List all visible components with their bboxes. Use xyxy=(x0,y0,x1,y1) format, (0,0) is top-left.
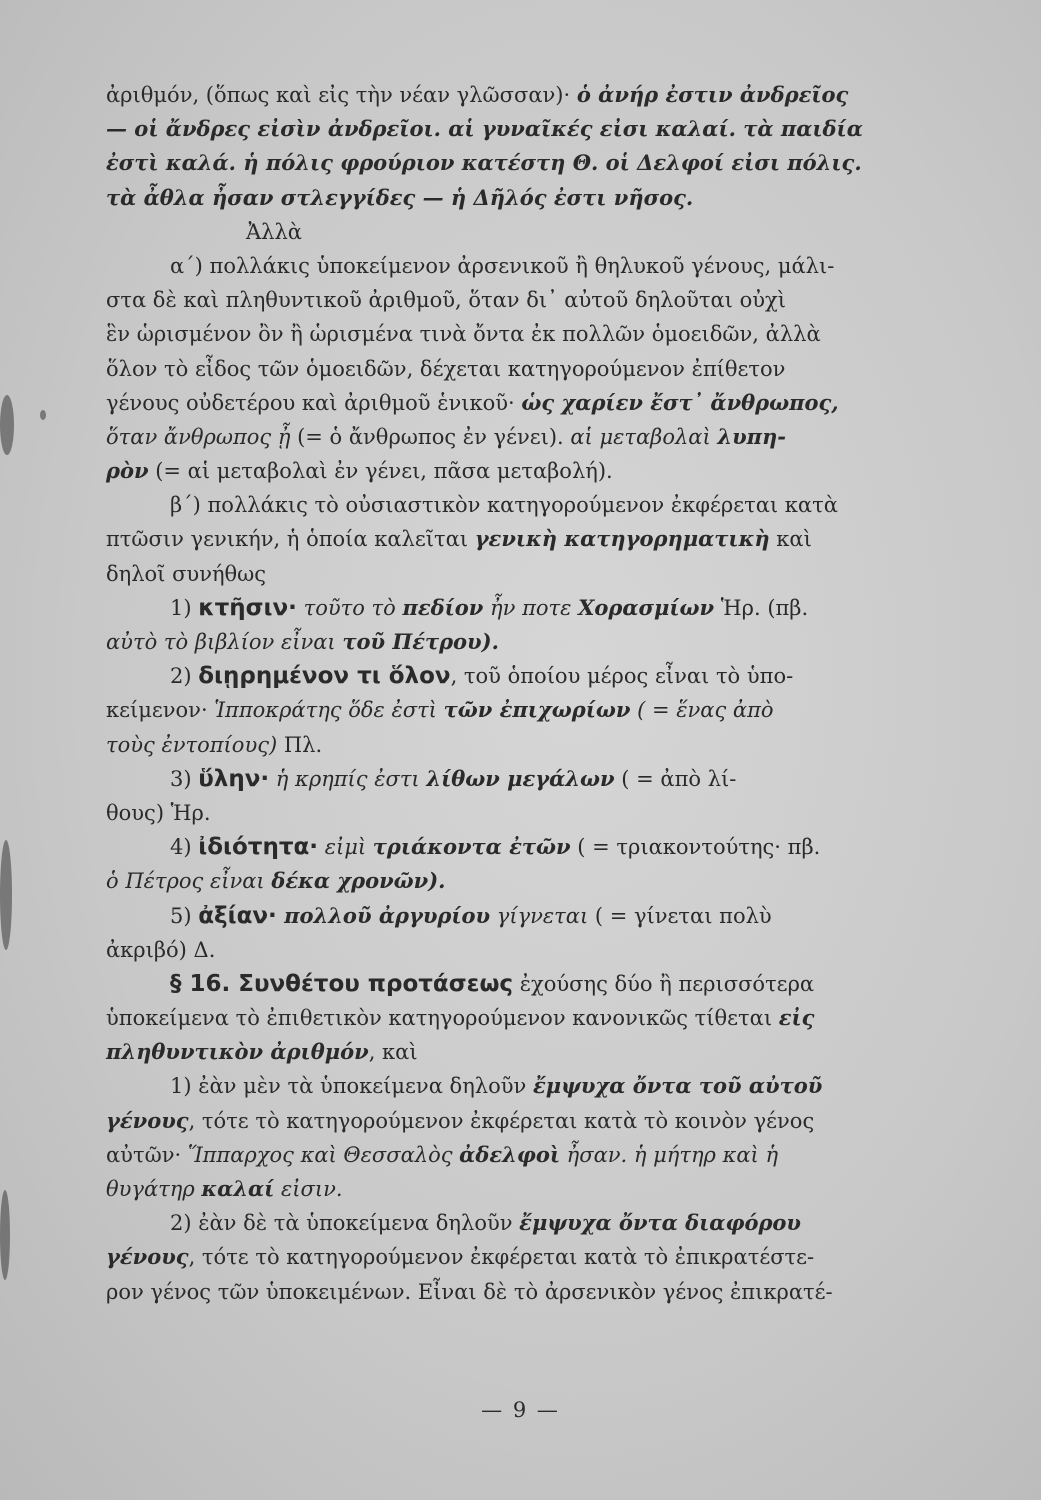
text-segment: κτῆσιν· xyxy=(198,594,297,621)
text-segment: 2) xyxy=(170,664,199,689)
text-segment: (= αἱ μεταβολαὶ ἐν γένει, πᾶσα μεταβολή). xyxy=(148,459,613,484)
body-text xyxy=(106,78,936,1309)
margin-smudge xyxy=(0,395,14,455)
text-segment: γένους οὐδετέρου καὶ ἀριθμοῦ ἑνικοῦ· xyxy=(106,390,522,415)
text-segment: , τοῦ ὁποίου μέρος εἶναι τὸ ὑπο- xyxy=(450,664,794,689)
text-segment: τοὺς ἐντοπίους) xyxy=(106,732,278,757)
text-line xyxy=(106,1275,936,1309)
text-segment: αἱ μεταβολαὶ xyxy=(570,424,718,449)
text-segment: ( = τριακοντούτης· πβ. xyxy=(570,835,821,860)
text-segment: ὕλην· xyxy=(198,765,270,792)
text-segment: , τότε τὸ κατηγορούμενον ἐκφέρεται κατὰ τὸ ἐπικρατέστε- xyxy=(188,1245,815,1270)
text-segment: ( = γίνεται πολὺ xyxy=(588,903,772,928)
text-line xyxy=(106,1206,936,1240)
text-segment: β΄) πολλάκις τὸ οὐσιαστικὸν κατηγορούμενον ἐκφέρεται κατὰ xyxy=(170,493,838,518)
text-segment: εἰμὶ xyxy=(318,835,373,860)
text-line xyxy=(106,1240,936,1274)
text-segment: ἀκριβό) Δ. xyxy=(106,937,216,962)
text-segment: 2) ἐὰν δὲ τὰ ὑποκείμενα δηλοῦν xyxy=(170,1211,520,1236)
text-line xyxy=(106,728,936,762)
text-segment: γένους xyxy=(106,1107,189,1133)
text-segment: ἀξίαν· xyxy=(198,902,277,929)
text-segment: (= ὁ ἄνθρωπος ἐν γένει). xyxy=(290,424,571,449)
text-segment: γενικὴ κατηγορηματικὴ xyxy=(474,526,770,552)
text-line xyxy=(106,693,936,727)
text-segment: ἓν ὡρισμένον ὂν ἢ ὡρισμένα τινὰ ὄντα ἐκ πολλῶν ὁμοειδῶν, ἀλλὰ xyxy=(106,322,821,347)
margin-smudge xyxy=(0,1190,10,1280)
text-segment: 1) ἐὰν μὲν τὰ ὑποκείμενα δηλοῦν xyxy=(170,1074,533,1099)
text-segment: πεδίον xyxy=(402,594,484,620)
text-segment: τῶν ἐπιχωρίων xyxy=(443,697,631,723)
text-segment: ἔμψυχα ὄντα τοῦ αὐτοῦ xyxy=(532,1073,823,1099)
text-segment: ἀριθμόν, (ὅπως καὶ εἰς τὴν νέαν γλῶσσαν)· xyxy=(106,83,577,107)
text-segment: ἡ κρηπίς ἐστι xyxy=(269,766,427,791)
text-segment: πληθυντικὸν ἀριθμόν xyxy=(106,1039,369,1065)
text-line xyxy=(106,317,936,351)
text-segment: αὐτῶν· xyxy=(106,1142,188,1167)
text-segment: γένους xyxy=(106,1244,189,1270)
text-line xyxy=(106,78,936,112)
text-segment: 4) xyxy=(170,835,199,860)
text-segment: στα δὲ καὶ πληθυντικοῦ ἀριθμοῦ, ὅταν δι᾽ αὐτοῦ δηλοῦται οὐχὶ xyxy=(106,288,786,313)
margin-smudge xyxy=(0,840,12,950)
text-segment: § 16. Συνθέτου προτάσεως xyxy=(170,970,514,997)
text-segment: ἦσαν. ἡ μήτηρ καὶ ἡ xyxy=(559,1142,779,1167)
text-line xyxy=(106,796,936,830)
text-line xyxy=(106,386,936,420)
text-line xyxy=(106,283,936,317)
text-segment: ὁ Πέτρος εἶναι xyxy=(106,869,272,894)
text-segment: καλαί xyxy=(201,1176,275,1201)
text-line xyxy=(106,454,936,488)
text-line xyxy=(106,352,936,386)
text-segment: ( = ἕνας ἀπὸ xyxy=(630,698,774,723)
text-segment: 1) xyxy=(170,595,199,620)
text-line xyxy=(106,522,936,556)
text-segment: ἐστὶ καλά. ἡ πόλις φρούριον κατέστη Θ. οἱ Δελφοί εἰσι πόλις. xyxy=(106,150,862,176)
text-line xyxy=(106,1069,936,1103)
text-line xyxy=(106,967,936,1001)
text-line xyxy=(106,762,936,796)
text-segment: Ἡρ. (πβ. xyxy=(714,595,809,620)
text-line xyxy=(106,557,936,591)
text-segment: εἰσιν. xyxy=(274,1177,343,1201)
text-line xyxy=(106,112,936,146)
text-segment: αὐτὸ τὸ βιβλίον εἶναι xyxy=(106,630,343,654)
text-segment: λίθων μεγάλων xyxy=(426,765,615,791)
margin-dot xyxy=(40,410,46,420)
text-segment: γίγνεται xyxy=(490,903,589,928)
text-segment: — οἱ ἄνδρες εἰσὶν ἀνδρεῖοι. αἱ γυναῖκές εἰσι καλαί. τὰ παιδία xyxy=(106,116,863,142)
text-segment: τὰ ἆθλα ἦσαν στλεγγίδες — ἡ Δῆλός ἐστι νῆσος. xyxy=(106,184,694,210)
text-line xyxy=(106,1172,936,1206)
text-segment: Ἱπποκράτης ὅδε ἐστὶ xyxy=(214,698,444,723)
text-segment: ὡς χαρίεν ἔστ᾽ ἄνθρωπος, xyxy=(521,389,839,415)
text-segment: ἔμψυχα ὄντα διαφόρου xyxy=(519,1210,801,1236)
text-line xyxy=(106,181,936,215)
text-segment: καὶ xyxy=(769,527,812,552)
text-segment: ἐχούσης δύο ἢ περισσότερα xyxy=(513,971,815,996)
text-segment: ρον γένος τῶν ὑποκειμένων. Εἶναι δὲ τὸ ἀρσενικὸν γένος ἐπικρατέ- xyxy=(106,1279,833,1304)
text-segment: δηλοῖ συνήθως xyxy=(106,561,267,586)
text-segment: ἰδιότητα· xyxy=(198,834,319,861)
text-segment: ( = ἀπὸ λί- xyxy=(614,766,737,791)
text-segment: λυπη- xyxy=(717,423,787,449)
text-segment: θους) Ἡρ. xyxy=(106,800,211,825)
text-segment: α΄) πολλάκις ὑποκείμενον ἀρσενικοῦ ἢ θηλυκοῦ γένους, μάλι- xyxy=(170,253,835,278)
text-segment: Ἵππαρχος καὶ Θεσσαλὸς xyxy=(187,1142,460,1167)
text-segment: Πλ. xyxy=(277,732,323,757)
text-line xyxy=(106,488,936,522)
text-line xyxy=(106,420,936,454)
text-segment: διῃρημένον τι ὅλον xyxy=(198,663,451,690)
text-line xyxy=(106,1035,936,1069)
text-line xyxy=(106,249,936,283)
text-line xyxy=(106,1138,936,1172)
text-segment: 5) xyxy=(170,903,199,928)
text-line xyxy=(106,1001,936,1035)
text-segment: ἀδελφοὶ xyxy=(459,1141,560,1167)
text-segment: τοῦτο τὸ xyxy=(296,595,403,620)
text-segment: εἰς xyxy=(778,1005,815,1031)
text-segment: πτῶσιν γενικήν, ἡ ὁποία καλεῖται xyxy=(106,527,475,552)
text-line xyxy=(106,625,936,659)
text-segment: ὑποκείμενα τὸ ἐπιθετικὸν κατηγορούμενον κανονικῶς τίθεται xyxy=(106,1006,779,1031)
text-line xyxy=(106,146,936,180)
text-segment: τριάκοντα ἐτῶν xyxy=(372,834,571,860)
text-segment: πολλοῦ ἀργυρίου xyxy=(276,902,491,928)
text-line xyxy=(106,830,936,864)
text-segment: ἦν ποτε xyxy=(483,595,579,620)
page-number: — 9 — xyxy=(481,1398,560,1422)
text-segment: Χορασμίων xyxy=(578,594,715,620)
text-line xyxy=(106,933,936,967)
text-line xyxy=(106,899,936,933)
text-segment: θυγάτηρ xyxy=(106,1177,202,1201)
text-segment: τοῦ Πέτρου). xyxy=(342,629,499,654)
text-segment: ρὸν xyxy=(106,458,149,484)
text-segment: , καὶ xyxy=(368,1040,418,1065)
text-segment: ὁ ἀνήρ ἐστιν ἀνδρεῖος xyxy=(576,82,849,107)
text-segment: ὅταν ἄνθρωπος ᾖ xyxy=(106,424,291,449)
text-segment: Ἀλλὰ xyxy=(246,219,302,244)
text-line xyxy=(106,659,936,693)
text-line xyxy=(106,591,936,625)
text-line xyxy=(106,1104,936,1138)
text-segment: δέκα χρονῶν). xyxy=(271,868,446,894)
text-segment: κείμενον· xyxy=(106,698,215,723)
text-line xyxy=(106,215,936,249)
text-segment: ὅλον τὸ εἶδος τῶν ὁμοειδῶν, δέχεται κατηγορούμενον ἐπίθετον xyxy=(106,356,786,381)
text-segment: 3) xyxy=(170,766,199,791)
text-line xyxy=(106,864,936,898)
text-segment: , τότε τὸ κατηγορούμενον ἐκφέρεται κατὰ τὸ κοινὸν γένος xyxy=(188,1108,815,1133)
